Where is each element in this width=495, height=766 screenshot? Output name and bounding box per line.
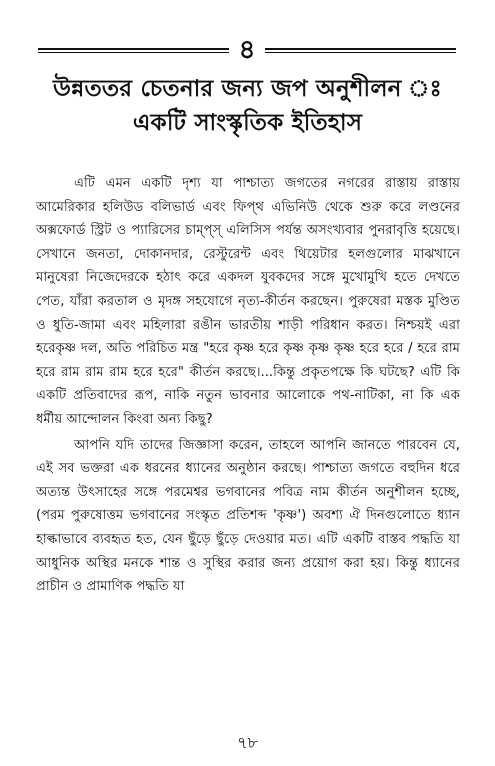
chapter-title-line-1: উন্নততর চেতনার জন্য জপ অনুশীলন ঃ — [53, 76, 442, 102]
rule-right — [265, 48, 456, 53]
paragraph-2: আপনি যদি তাদের জিজ্ঞাসা করেন, তাহলে আপনি জানতে পারবেন যে, এই সব ভক্তরা এক ধরনের ধ্যানের অনুষ্ঠান করছে। পাশ্চাত্য জগতে বহুদিন ধরে অত্যন্ত উৎসাহের সঙ্গে পরমেশ্বর ভগবানের পবিত্র নাম কীর্তন অনুশীলন হচ্ছে, (পরম পুরুষোত্তম ভগবানের সংস্কৃত প্রতিশব্দ 'কৃষ্ণ') অবশ্য ঐ দিনগুলোতে ধ্যান হাল্কাভাবে ব্যবহৃত হত, যেন ছুঁড়ে ছুঁড়ে দেওয়ার মত। এটি একটি বাস্তব পদ্ধতি যা আধুনিক অস্থির মনকে শান্ত ও সুস্থির করার জন্য প্রয়োগ করা হয়। কিন্তু ধ্যানের প্রাচীন ও প্রামাণিক পদ্ধতি যা — [36, 437, 460, 595]
paragraph-1: এটি এমন একটি দৃশ্য যা পাশ্চাত্য জগতের নগরের রাস্তায় রাস্তায় আমেরিকার হলিউড বলিভার্ড এবং ফিপ্থ এভিনিউ থেকে শুরু করে লণ্ডনের অক্সফোর্ড স্ট্রিট ও প্যারিসের চাম্প্স্ এলিসিস পর্যন্ত অসংখ্যবার পুনরাবৃত্তি হয়েছে। সেখানে জনতা, দোকানদার, রেস্টুরেন্ট এবং থিয়েটার হলগুলোর মাঝখানে মানুষেরা নিজেদেরকে হঠাৎ করে একদল যুবকদের সঙ্গে মুখোমুখি হতে দেখতে পেত, যাঁরা করতাল ও মৃদঙ্গ সহযোগে নৃত্য-কীর্তন করছেন। পুরুষেরা মস্তক মুণ্ডিত ও ধুতি-জামা এবং মহিলারা রঙীন ভারতীয় শাড়ী পরিধান করত। নিশ্চয়ই এরা হরেকৃষ্ণ দল, অতি পরিচিত মন্ত্র "হরে কৃষ্ণ হরে কৃষ্ণ কৃষ্ণ কৃষ্ণ হরে হরে / হরে রাম হরে রাম রাম রাম হরে হরে" কীর্তন করছে।...কিন্তু প্রকৃতপক্ষে কি ঘটছে? এটি কি একটি প্রতিবাদের রূপ, নাকি নতুন ভাবনার আলোকে পথ-নাটিকা, না কি এক ধর্মীয় আন্দোলন কিংবা অন্য কিছু? — [36, 176, 460, 427]
chapter-header — [38, 36, 456, 64]
body-text — [36, 172, 460, 599]
chapter-number: ৪ — [238, 35, 256, 65]
rule-left — [38, 48, 229, 53]
chapter-title-line-2: একটি সাংস্কৃতিক ইতিহাস — [132, 110, 363, 136]
chapter-title — [20, 72, 475, 140]
page-number: ৭৮ — [237, 733, 258, 752]
